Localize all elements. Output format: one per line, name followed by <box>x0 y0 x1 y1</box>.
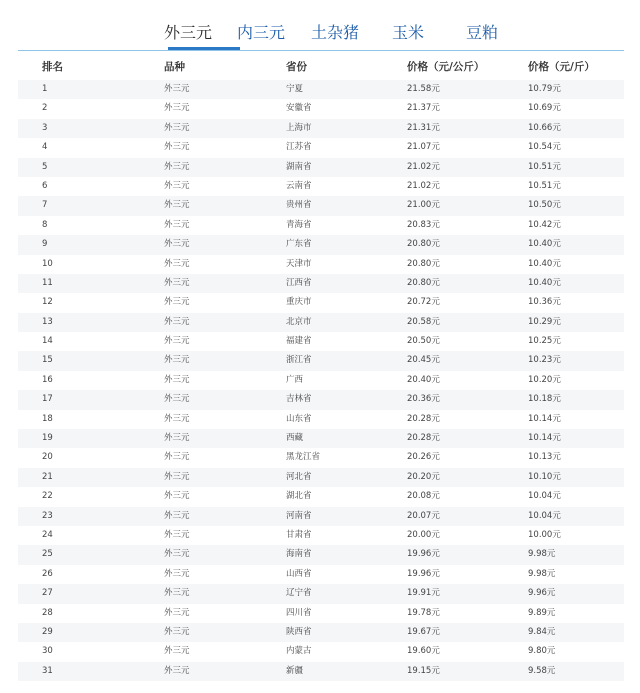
price-jin-cell: 10.50元 <box>528 200 561 211</box>
province-cell: 江西省 <box>286 277 312 288</box>
price-kg-cell: 20.00元 <box>407 529 440 540</box>
variety-cell: 外三元 <box>164 607 190 618</box>
province-cell: 湖南省 <box>286 161 312 172</box>
rank-cell: 25 <box>42 549 53 560</box>
province-cell: 广东省 <box>286 239 312 250</box>
province-cell: 吉林省 <box>286 394 312 405</box>
rank-cell: 26 <box>42 568 53 579</box>
table-body <box>18 80 624 681</box>
price-kg-cell: 20.80元 <box>407 258 440 269</box>
price-jin-cell: 10.66元 <box>528 122 561 133</box>
rank-cell: 22 <box>42 491 53 502</box>
price-jin-cell: 10.79元 <box>528 84 561 94</box>
price-kg-cell: 19.67元 <box>407 626 440 637</box>
variety-cell: 外三元 <box>164 374 190 385</box>
table-row <box>18 487 624 506</box>
table-row <box>18 429 624 448</box>
price-kg-cell: 20.45元 <box>407 355 440 366</box>
tab-tu-za-zhu[interactable]: 土杂猪 <box>311 23 360 42</box>
province-cell: 山东省 <box>286 413 312 424</box>
variety-cell: 外三元 <box>164 394 190 405</box>
header-price-per-kg: 价格（元/公斤） <box>407 61 485 73</box>
price-jin-cell: 10.18元 <box>528 394 561 405</box>
table-row <box>18 351 624 370</box>
price-jin-cell: 10.51元 <box>528 161 561 172</box>
rank-cell: 3 <box>42 122 48 133</box>
variety-cell: 外三元 <box>164 84 190 94</box>
rank-cell: 2 <box>42 103 48 114</box>
variety-cell: 外三元 <box>164 336 190 347</box>
header-variety: 品种 <box>164 61 185 73</box>
province-cell: 江苏省 <box>286 142 312 153</box>
variety-cell: 外三元 <box>164 510 190 521</box>
rank-cell: 12 <box>42 297 53 308</box>
variety-cell: 外三元 <box>164 549 190 560</box>
province-cell: 河北省 <box>286 471 312 482</box>
price-jin-cell: 9.84元 <box>528 626 556 637</box>
price-kg-cell: 19.78元 <box>407 607 440 618</box>
variety-cell: 外三元 <box>164 103 190 114</box>
table-row <box>18 642 624 661</box>
rank-cell: 14 <box>42 336 53 347</box>
rank-cell: 16 <box>42 374 53 385</box>
rank-cell: 11 <box>42 277 53 288</box>
table-row <box>18 255 624 274</box>
province-cell: 福建省 <box>286 336 312 347</box>
table-row <box>18 662 624 681</box>
variety-cell: 外三元 <box>164 588 190 599</box>
rank-cell: 1 <box>42 84 48 94</box>
province-cell: 天津市 <box>286 258 312 269</box>
table-row <box>18 584 624 603</box>
table-row <box>18 526 624 545</box>
price-kg-cell: 20.50元 <box>407 336 440 347</box>
price-jin-cell: 9.80元 <box>528 646 556 657</box>
table-row <box>18 371 624 390</box>
price-jin-cell: 10.10元 <box>528 471 561 482</box>
price-kg-cell: 21.37元 <box>407 103 440 114</box>
province-cell: 西藏 <box>286 433 304 444</box>
price-kg-cell: 20.72元 <box>407 297 440 308</box>
price-kg-cell: 19.96元 <box>407 568 440 579</box>
rank-cell: 24 <box>42 529 53 540</box>
table-row <box>18 565 624 584</box>
rank-cell: 30 <box>42 646 53 657</box>
variety-cell: 外三元 <box>164 646 190 657</box>
price-jin-cell: 10.29元 <box>528 316 561 327</box>
variety-cell: 外三元 <box>164 491 190 502</box>
rank-cell: 27 <box>42 588 53 599</box>
table-row <box>18 274 624 293</box>
price-jin-cell: 9.98元 <box>528 549 556 560</box>
variety-cell: 外三元 <box>164 413 190 424</box>
header-price-per-jin: 价格（元/斤） <box>528 61 595 73</box>
variety-cell: 外三元 <box>164 142 190 153</box>
variety-cell: 外三元 <box>164 180 190 191</box>
tab-corn[interactable]: 玉米 <box>392 23 425 42</box>
table-row <box>18 332 624 351</box>
rank-cell: 17 <box>42 394 53 405</box>
price-jin-cell: 10.14元 <box>528 433 561 444</box>
price-jin-cell: 10.54元 <box>528 142 561 153</box>
active-tab-indicator <box>168 47 240 50</box>
variety-cell: 外三元 <box>164 529 190 540</box>
table-row <box>18 158 624 177</box>
tab-wai-san-yuan[interactable]: 外三元 <box>164 23 213 42</box>
price-kg-cell: 20.28元 <box>407 433 440 444</box>
header-rank: 排名 <box>42 61 63 73</box>
price-kg-cell: 21.02元 <box>407 161 440 172</box>
price-kg-cell: 20.08元 <box>407 491 440 502</box>
tab-nei-san-yuan[interactable]: 内三元 <box>237 23 286 42</box>
price-jin-cell: 10.20元 <box>528 374 561 385</box>
table-row <box>18 196 624 215</box>
rank-cell: 19 <box>42 433 53 444</box>
rank-cell: 28 <box>42 607 53 618</box>
price-kg-cell: 20.40元 <box>407 374 440 385</box>
tab-soybean-meal[interactable]: 豆粕 <box>466 23 499 42</box>
price-jin-cell: 9.58元 <box>528 665 556 676</box>
rank-cell: 9 <box>42 239 48 250</box>
variety-cell: 外三元 <box>164 452 190 463</box>
table-row <box>18 119 624 138</box>
variety-cell: 外三元 <box>164 297 190 308</box>
rank-cell: 8 <box>42 219 48 230</box>
table-row <box>18 507 624 526</box>
price-table <box>18 54 624 681</box>
table-row <box>18 623 624 642</box>
header-province: 省份 <box>286 61 307 73</box>
price-kg-cell: 21.58元 <box>407 84 440 94</box>
variety-cell: 外三元 <box>164 219 190 230</box>
rank-cell: 18 <box>42 413 53 424</box>
rank-cell: 7 <box>42 200 48 211</box>
province-cell: 云南省 <box>286 180 312 191</box>
table-row <box>18 604 624 623</box>
price-jin-cell: 10.40元 <box>528 239 561 250</box>
rank-cell: 6 <box>42 180 48 191</box>
table-row <box>18 235 624 254</box>
province-cell: 甘肃省 <box>286 529 312 540</box>
price-jin-cell: 10.04元 <box>528 491 561 502</box>
variety-cell: 外三元 <box>164 355 190 366</box>
price-kg-cell: 20.83元 <box>407 219 440 230</box>
price-jin-cell: 10.23元 <box>528 355 561 366</box>
province-cell: 重庆市 <box>286 297 312 308</box>
price-jin-cell: 10.13元 <box>528 452 561 463</box>
tab-bar <box>18 20 624 51</box>
rank-cell: 5 <box>42 161 48 172</box>
price-kg-cell: 20.80元 <box>407 239 440 250</box>
province-cell: 内蒙古 <box>286 646 312 657</box>
variety-cell: 外三元 <box>164 665 190 676</box>
province-cell: 浙江省 <box>286 355 312 366</box>
price-kg-cell: 21.07元 <box>407 142 440 153</box>
variety-cell: 外三元 <box>164 568 190 579</box>
table-row <box>18 177 624 196</box>
province-cell: 辽宁省 <box>286 588 312 599</box>
price-jin-cell: 10.40元 <box>528 258 561 269</box>
price-jin-cell: 10.69元 <box>528 103 561 114</box>
province-cell: 四川省 <box>286 607 312 618</box>
province-cell: 山西省 <box>286 568 312 579</box>
rank-cell: 29 <box>42 626 53 637</box>
price-jin-cell: 10.51元 <box>528 180 561 191</box>
price-kg-cell: 21.02元 <box>407 180 440 191</box>
price-kg-cell: 20.20元 <box>407 471 440 482</box>
variety-cell: 外三元 <box>164 471 190 482</box>
price-kg-cell: 21.00元 <box>407 200 440 211</box>
variety-cell: 外三元 <box>164 239 190 250</box>
price-jin-cell: 10.00元 <box>528 529 561 540</box>
table-row <box>18 80 624 99</box>
variety-cell: 外三元 <box>164 316 190 327</box>
table-row <box>18 138 624 157</box>
province-cell: 海南省 <box>286 549 312 560</box>
table-row <box>18 313 624 332</box>
price-jin-cell: 10.42元 <box>528 219 561 230</box>
province-cell: 青海省 <box>286 219 312 230</box>
rank-cell: 21 <box>42 471 53 482</box>
rank-cell: 10 <box>42 258 53 269</box>
province-cell: 黑龙江省 <box>286 452 321 463</box>
province-cell: 贵州省 <box>286 200 312 211</box>
variety-cell: 外三元 <box>164 277 190 288</box>
price-kg-cell: 19.60元 <box>407 646 440 657</box>
price-jin-cell: 10.04元 <box>528 510 561 521</box>
variety-cell: 外三元 <box>164 433 190 444</box>
price-kg-cell: 20.26元 <box>407 452 440 463</box>
price-kg-cell: 20.36元 <box>407 394 440 405</box>
rank-cell: 13 <box>42 316 53 327</box>
table-row <box>18 545 624 564</box>
table-row <box>18 99 624 118</box>
table-row <box>18 468 624 487</box>
price-jin-cell: 9.96元 <box>528 588 556 599</box>
table-row <box>18 216 624 235</box>
province-cell: 湖北省 <box>286 491 312 502</box>
rank-cell: 4 <box>42 142 48 153</box>
price-jin-cell: 10.25元 <box>528 336 561 347</box>
table-row <box>18 410 624 429</box>
price-kg-cell: 20.07元 <box>407 510 440 521</box>
variety-cell: 外三元 <box>164 258 190 269</box>
price-kg-cell: 20.80元 <box>407 277 440 288</box>
province-cell: 北京市 <box>286 316 312 327</box>
province-cell: 宁夏 <box>286 84 304 94</box>
price-jin-cell: 9.89元 <box>528 607 556 618</box>
province-cell: 广西 <box>286 374 304 385</box>
price-jin-cell: 10.14元 <box>528 413 561 424</box>
table-row <box>18 448 624 467</box>
price-kg-cell: 20.58元 <box>407 316 440 327</box>
price-jin-cell: 10.36元 <box>528 297 561 308</box>
variety-cell: 外三元 <box>164 626 190 637</box>
price-kg-cell: 21.31元 <box>407 122 440 133</box>
price-kg-cell: 19.15元 <box>407 665 440 676</box>
price-kg-cell: 20.28元 <box>407 413 440 424</box>
table-row <box>18 293 624 312</box>
table-row <box>18 390 624 409</box>
price-jin-cell: 9.98元 <box>528 568 556 579</box>
price-kg-cell: 19.91元 <box>407 588 440 599</box>
table-header <box>18 54 624 80</box>
rank-cell: 20 <box>42 452 53 463</box>
province-cell: 安徽省 <box>286 103 312 114</box>
province-cell: 河南省 <box>286 510 312 521</box>
variety-cell: 外三元 <box>164 200 190 211</box>
province-cell: 上海市 <box>286 122 312 133</box>
price-kg-cell: 19.96元 <box>407 549 440 560</box>
province-cell: 陕西省 <box>286 626 312 637</box>
province-cell: 新疆 <box>286 665 304 676</box>
price-jin-cell: 10.40元 <box>528 277 561 288</box>
variety-cell: 外三元 <box>164 122 190 133</box>
variety-cell: 外三元 <box>164 161 190 172</box>
rank-cell: 15 <box>42 355 53 366</box>
rank-cell: 23 <box>42 510 53 521</box>
rank-cell: 31 <box>42 665 53 676</box>
